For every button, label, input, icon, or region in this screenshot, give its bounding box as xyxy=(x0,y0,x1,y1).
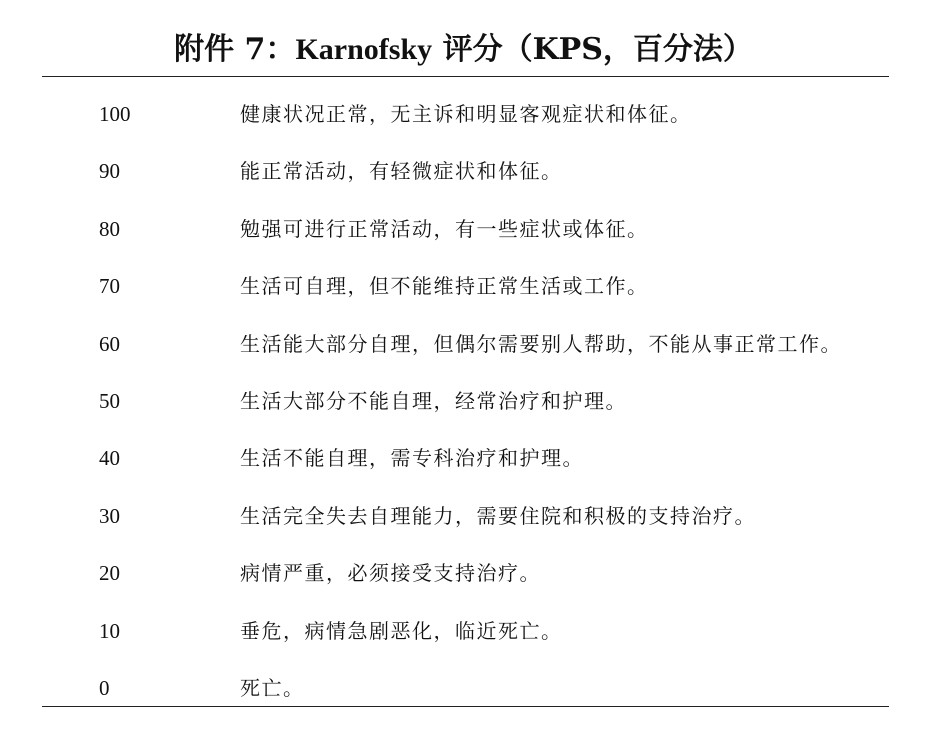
description-cell: 生活能大部分自理，但偶尔需要别人帮助，不能从事正常工作。 xyxy=(240,331,842,356)
score-cell: 70 xyxy=(99,274,120,299)
title-name: Karnofsky xyxy=(295,33,433,66)
table-row xyxy=(0,430,927,487)
score-cell: 30 xyxy=(99,503,120,528)
top-rule xyxy=(42,76,889,77)
kps-table xyxy=(0,86,927,717)
score-cell: 40 xyxy=(99,446,120,471)
score-cell: 100 xyxy=(99,102,131,126)
description-cell: 生活完全失去自理能力，需要住院和积极的支持治疗。 xyxy=(240,503,756,528)
description-cell: 病情严重，必须接受支持治疗。 xyxy=(240,561,541,586)
score-cell: 60 xyxy=(99,331,120,356)
table-row xyxy=(0,86,927,143)
table-row xyxy=(0,660,927,717)
page-title xyxy=(0,28,927,72)
description-cell: 垂危，病情急剧恶化，临近死亡。 xyxy=(240,618,563,643)
score-cell: 80 xyxy=(99,216,120,241)
table-row xyxy=(0,603,927,660)
score-cell: 90 xyxy=(99,159,120,184)
table-row xyxy=(0,143,927,200)
title-prefix: 附件 7： xyxy=(174,32,296,67)
description-cell: 勉强可进行正常活动，有一些症状或体征。 xyxy=(240,216,649,241)
description-cell: 健康状况正常，无主诉和明显客观症状和体征。 xyxy=(240,102,692,126)
table-row xyxy=(0,316,927,373)
score-cell: 10 xyxy=(99,618,120,643)
score-cell: 20 xyxy=(99,561,120,586)
description-cell: 生活不能自理，需专科治疗和护理。 xyxy=(240,446,584,471)
title-suffix: 评分（KPS，百分法） xyxy=(432,32,753,67)
score-cell: 0 xyxy=(99,675,110,700)
table-row xyxy=(0,373,927,430)
description-cell: 生活大部分不能自理，经常治疗和护理。 xyxy=(240,388,627,413)
table-row xyxy=(0,258,927,315)
bottom-rule xyxy=(42,706,889,707)
description-cell: 死亡。 xyxy=(240,675,305,700)
description-cell: 生活可自理，但不能维持正常生活或工作。 xyxy=(240,274,649,299)
score-cell: 50 xyxy=(99,388,120,413)
table-row xyxy=(0,488,927,545)
description-cell: 能正常活动，有轻微症状和体征。 xyxy=(240,159,563,184)
table-row xyxy=(0,201,927,258)
table-row xyxy=(0,545,927,602)
